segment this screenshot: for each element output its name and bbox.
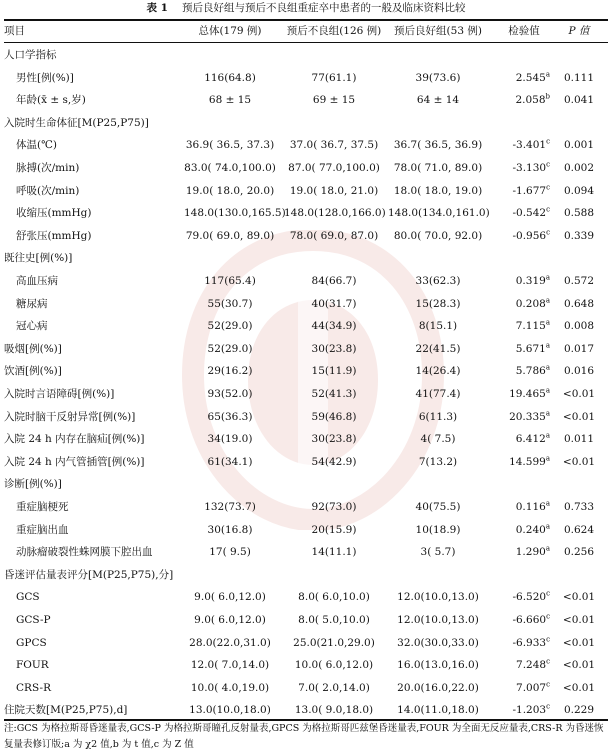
table-row <box>0 632 612 655</box>
stat-marker: c <box>546 228 550 237</box>
stat-value: 0.240 <box>515 523 546 536</box>
cell-good: 39(73.6) <box>415 71 461 84</box>
cell-poor: 44(34.9) <box>311 320 357 333</box>
cell-stat <box>498 315 550 338</box>
stat-value: -0.542 <box>512 207 547 220</box>
cell-stat <box>498 383 550 406</box>
cell-p: 0.339 <box>563 229 595 242</box>
row-label: 脉搏(次/min) <box>16 162 80 174</box>
stat-value: -6.520 <box>512 591 547 604</box>
stat-value: 6.412 <box>515 433 546 446</box>
table-row <box>0 609 612 632</box>
table-row <box>0 202 612 225</box>
cell-stat <box>498 654 550 677</box>
row-label: 重症脑梗死 <box>16 501 69 513</box>
row-label: GCS-P <box>16 614 51 626</box>
cell-good: 18.0( 18.0, 19.0) <box>393 184 483 197</box>
cell-poor: 30(23.8) <box>311 433 357 446</box>
stat-value: -3.130 <box>512 162 547 174</box>
cell-good: 16.0(13.0,16.0) <box>397 659 479 672</box>
cell-poor: 54(42.9) <box>311 455 357 468</box>
cell-stat <box>498 677 550 700</box>
row-label: 住院天数[M(P25,P75),d] <box>4 704 128 717</box>
table-row <box>0 112 612 135</box>
cell-total: 79.0( 69.0, 89.0) <box>185 229 275 242</box>
cell-total: 28.0(22.0,31.0) <box>189 636 271 649</box>
cell-p: 0.229 <box>563 704 595 717</box>
cell-total: 19.0( 18.0, 20.0) <box>185 184 275 197</box>
cell-total: 148.0(130.0,165.5) <box>184 207 286 220</box>
stat-value: 7.115 <box>515 320 546 333</box>
cell-total: 10.0( 4.0,19.0) <box>190 681 270 694</box>
cell-good: 10(18.9) <box>415 523 461 536</box>
cell-total: 83.0( 74.0,100.0) <box>184 162 276 174</box>
row-label: 舒张压(mmHg) <box>16 229 92 242</box>
cell-good: 7(13.2) <box>418 455 458 468</box>
cell-stat <box>498 586 550 609</box>
cell-stat <box>498 157 550 180</box>
table-title: 预后良好组与预后不良组重症卒中患者的一般及临床资料比较 <box>181 2 466 14</box>
table-row <box>0 383 612 406</box>
cell-good: 14(26.4) <box>415 365 461 378</box>
cell-good: 20.0(16.0,22.0) <box>397 681 479 694</box>
row-label: 呼吸(次/min) <box>16 184 80 197</box>
cell-poor: 37.0( 36.7, 37.5) <box>289 139 379 152</box>
header-total: 总体(179 例) <box>198 25 262 37</box>
cell-total: 117(65.4) <box>204 275 256 287</box>
cell-good: 8(15.1) <box>418 320 458 333</box>
cell-poor: 84(66.7) <box>311 275 357 287</box>
stat-value: 5.786 <box>515 365 546 378</box>
row-label: 体温(℃) <box>16 139 57 152</box>
cell-good: 41(77.4) <box>415 388 461 400</box>
row-label: 吸烟[例(%)] <box>4 342 62 355</box>
stat-marker: c <box>546 702 550 711</box>
stat-marker: c <box>546 657 550 666</box>
cell-p: 0.017 <box>563 342 595 355</box>
cell-p: 0.011 <box>563 433 595 446</box>
stat-marker: a <box>545 522 550 531</box>
table-row <box>0 519 612 542</box>
cell-stat <box>498 406 550 429</box>
cell-poor: 77(61.1) <box>311 71 357 84</box>
cell-stat <box>498 202 550 225</box>
cell-p: 0.256 <box>563 546 595 559</box>
stat-value: 7.248 <box>516 659 547 672</box>
row-label: 既往史[例(%)] <box>4 252 73 265</box>
cell-total: 93(52.0) <box>207 388 253 400</box>
table-row <box>0 677 612 700</box>
cell-good: 4( 7.5) <box>420 433 456 446</box>
table-row <box>0 44 612 67</box>
cell-total: 12.0( 7.0,14.0) <box>190 659 270 672</box>
table-row <box>0 406 612 429</box>
cell-total: 9.0( 6.0,12.0) <box>194 591 266 604</box>
cell-total: 68 ± 15 <box>208 94 252 107</box>
table-number: 表 1 <box>146 2 168 14</box>
stat-marker: a <box>545 386 550 395</box>
cell-p: 0.002 <box>563 162 595 174</box>
cell-stat <box>498 89 550 112</box>
cell-good: 14.0(11.0,18.0) <box>397 704 479 717</box>
stat-marker: a <box>545 363 550 372</box>
stat-marker: a <box>545 544 550 553</box>
stat-value: 0.319 <box>515 275 546 287</box>
row-label: 人口学指标 <box>4 49 57 61</box>
cell-stat <box>498 225 550 248</box>
row-label: 饮酒[例(%)] <box>4 365 62 378</box>
cell-poor: 148.0(128.0,166.0) <box>284 207 386 220</box>
cell-poor: 7.0( 2.0,14.0) <box>298 681 370 694</box>
stat-value: 2.545 <box>515 71 546 84</box>
stat-value: 0.208 <box>515 297 546 310</box>
stat-marker: c <box>546 635 550 644</box>
stat-value: 2.058 <box>515 94 546 107</box>
row-label: CRS-R <box>16 681 51 694</box>
table-row <box>0 473 612 496</box>
cell-poor: 10.0( 6.0,12.0) <box>294 659 374 672</box>
cell-total: 132(73.7) <box>204 501 256 513</box>
cell-poor: 52(41.3) <box>311 388 357 400</box>
table-caption <box>0 0 612 18</box>
table-row <box>0 451 612 474</box>
cell-total: 9.0( 6.0,12.0) <box>194 614 266 626</box>
cell-good: 32.0(30.0,33.0) <box>397 636 479 649</box>
cell-poor: 13.0( 9.0,18.0) <box>294 704 374 717</box>
table-row <box>0 89 612 112</box>
cell-p: <0.01 <box>562 614 596 626</box>
stat-value: -6.933 <box>512 636 547 649</box>
cell-p: 0.648 <box>563 297 595 310</box>
row-label: GCS <box>16 591 40 604</box>
table-row <box>0 496 612 519</box>
table-row <box>0 586 612 609</box>
cell-poor: 30(23.8) <box>311 342 357 355</box>
cell-good: 36.7( 36.5, 36.9) <box>393 139 483 152</box>
cell-total: 65(36.3) <box>207 410 253 423</box>
row-label: 入院时言语障碍[例(%)] <box>4 388 115 400</box>
stat-marker: a <box>545 499 550 508</box>
row-label: GPCS <box>16 636 47 649</box>
table-row <box>0 541 612 564</box>
cell-p: <0.01 <box>562 636 596 649</box>
cell-stat <box>498 496 550 519</box>
cell-poor: 59(46.8) <box>311 410 357 423</box>
cell-total: 17( 9.5) <box>209 546 251 559</box>
cell-good: 80.0( 70.0, 92.0) <box>393 229 483 242</box>
table-footnote: 注:GCS 为格拉斯哥昏迷量表,GCS-P 为格拉斯哥瞳孔反射量表,GPCS 为格拉斯哥匹兹堡昏迷量表,FOUR 为全面无反应量表,CRS-R 为昏迷恢复量表修订版;a 为 χ2 值,b 为 t 值,c 为 Z 值 <box>4 723 604 750</box>
cell-good: 12.0(10.0,13.0) <box>397 591 479 604</box>
cell-total: 55(30.7) <box>207 297 253 310</box>
cell-stat <box>498 609 550 632</box>
stat-value: -3.401 <box>512 139 547 152</box>
cell-good: 22(41.5) <box>415 342 461 355</box>
cell-stat <box>498 338 550 361</box>
stat-marker: a <box>545 341 550 350</box>
cell-p: 0.094 <box>563 184 595 197</box>
table-row <box>0 564 612 587</box>
stat-marker: a <box>545 70 550 79</box>
cell-total: 116(64.8) <box>204 71 256 84</box>
header-stat: 检验值 <box>508 25 540 37</box>
stat-marker: a <box>545 273 550 282</box>
cell-poor: 40(31.7) <box>311 297 357 310</box>
stat-value: 20.335 <box>509 410 546 423</box>
cell-stat <box>498 180 550 203</box>
cell-p: 0.588 <box>563 207 595 220</box>
cell-p: 0.001 <box>563 139 595 152</box>
header-rule <box>4 42 608 43</box>
row-label: 入院 24 h 内气管插管[例(%)] <box>4 455 145 468</box>
cell-p: 0.016 <box>563 365 595 378</box>
cell-good: 6(11.3) <box>418 410 458 423</box>
stat-value: 0.116 <box>515 501 546 513</box>
cell-poor: 8.0( 5.0,10.0) <box>298 614 370 626</box>
cell-total: 29(16.2) <box>207 365 253 378</box>
stat-marker: a <box>545 454 550 463</box>
cell-poor: 87.0( 77.0,100.0) <box>288 162 380 174</box>
row-label: FOUR <box>16 659 49 672</box>
row-label: 年龄(x̄ ± s,岁) <box>16 94 86 107</box>
cell-p: 0.111 <box>563 71 595 84</box>
stat-marker: c <box>546 680 550 689</box>
cell-poor: 78.0( 69.0, 87.0) <box>289 229 379 242</box>
stat-marker: a <box>545 409 550 418</box>
stat-marker: b <box>545 92 550 101</box>
cell-p: 0.041 <box>563 94 595 107</box>
cell-p: <0.01 <box>562 410 596 423</box>
table-row <box>0 428 612 451</box>
table-row <box>0 654 612 677</box>
cell-good: 12.0(10.0,13.0) <box>397 614 479 626</box>
cell-poor: 14(11.1) <box>311 546 357 559</box>
row-label: 入院时生命体征[M(P25,P75)] <box>4 116 149 129</box>
cell-poor: 8.0( 6.0,10.0) <box>298 591 370 604</box>
cell-poor: 20(15.9) <box>311 523 357 536</box>
cell-poor: 92(73.0) <box>311 501 357 513</box>
cell-good: 64 ± 14 <box>416 94 460 107</box>
cell-p: 0.008 <box>563 320 595 333</box>
stat-marker: a <box>545 296 550 305</box>
cell-p: <0.01 <box>562 388 596 400</box>
table-row <box>0 360 612 383</box>
stat-value: -6.660 <box>512 614 547 626</box>
row-label: 昏迷评估量表评分[M(P25,P75),分] <box>4 568 174 581</box>
header-poor: 预后不良组(126 例) <box>286 25 382 37</box>
stat-value: 14.599 <box>509 455 546 468</box>
header-good: 预后良好组(53 例) <box>394 25 482 37</box>
header-item: 项目 <box>4 25 25 37</box>
stat-marker: c <box>546 612 550 621</box>
cell-stat <box>498 67 550 90</box>
cell-p: <0.01 <box>562 659 596 672</box>
row-label: 重症脑出血 <box>16 523 69 536</box>
cell-poor: 25.0(21.0,29.0) <box>293 636 375 649</box>
cell-p: 0.733 <box>563 501 595 513</box>
cell-stat <box>498 270 550 293</box>
cell-p: 0.572 <box>563 275 595 287</box>
header-p: P 值 <box>568 25 590 37</box>
row-label: 冠心病 <box>16 320 48 333</box>
table-row <box>0 134 612 157</box>
table-row <box>0 157 612 180</box>
row-label: 入院时脑干反射异常[例(%)] <box>4 410 136 423</box>
cell-poor: 19.0( 18.0, 21.0) <box>289 184 379 197</box>
cell-p: <0.01 <box>562 455 596 468</box>
cell-stat <box>498 428 550 451</box>
table-row <box>0 338 612 361</box>
stat-marker: c <box>546 160 550 169</box>
table-row <box>0 293 612 316</box>
cell-stat <box>498 451 550 474</box>
row-label: 入院 24 h 内存在脑疝[例(%)] <box>4 433 145 446</box>
cell-poor: 69 ± 15 <box>312 94 356 107</box>
row-label: 高血压病 <box>16 275 58 287</box>
cell-good: 3( 5.7) <box>420 546 456 559</box>
cell-good: 15(28.3) <box>415 297 461 310</box>
table-row <box>0 315 612 338</box>
table-row <box>0 270 612 293</box>
row-label: 男性[例(%)] <box>16 71 74 84</box>
stat-value: -1.203 <box>512 704 547 717</box>
stat-marker: c <box>546 589 550 598</box>
stat-value: 1.290 <box>515 546 546 559</box>
cell-stat <box>498 519 550 542</box>
table-row <box>0 247 612 270</box>
table-row <box>0 67 612 90</box>
cell-poor: 15(11.9) <box>311 365 357 378</box>
cell-p: 0.624 <box>563 523 595 536</box>
row-label: 诊断[例(%)] <box>4 478 62 491</box>
cell-stat <box>498 541 550 564</box>
stat-marker: c <box>546 137 550 146</box>
cell-total: 52(29.0) <box>207 320 253 333</box>
cell-total: 61(34.1) <box>207 455 253 468</box>
cell-good: 40(75.5) <box>415 501 461 513</box>
cell-stat <box>498 134 550 157</box>
row-label: 糖尿病 <box>16 297 48 310</box>
stat-marker: a <box>545 431 550 440</box>
cell-p: <0.01 <box>562 591 596 604</box>
cell-total: 30(16.8) <box>207 523 253 536</box>
cell-total: 52(29.0) <box>207 342 253 355</box>
cell-good: 148.0(134.0,161.0) <box>388 207 490 220</box>
stat-marker: a <box>545 318 550 327</box>
stat-marker: c <box>546 205 550 214</box>
cell-good: 33(62.3) <box>415 275 461 287</box>
cell-total: 13.0(10.0,18.0) <box>189 704 271 717</box>
table-row <box>0 225 612 248</box>
cell-stat <box>498 293 550 316</box>
cell-good: 78.0( 71.0, 89.0) <box>393 162 483 174</box>
stat-value: 7.007 <box>516 681 547 694</box>
stat-value: -0.956 <box>512 229 547 242</box>
row-label: 收缩压(mmHg) <box>16 207 92 220</box>
cell-stat <box>498 360 550 383</box>
cell-stat <box>498 632 550 655</box>
cell-total: 36.9( 36.5, 37.3) <box>185 139 275 152</box>
table-row <box>0 180 612 203</box>
stat-value: -1.677 <box>512 184 547 197</box>
row-label: 动脉瘤破裂性蛛网膜下腔出血 <box>16 546 153 559</box>
cell-total: 34(19.0) <box>207 433 253 446</box>
stat-marker: c <box>546 183 550 192</box>
stat-value: 5.671 <box>515 342 546 355</box>
cell-p: <0.01 <box>562 681 596 694</box>
stat-value: 19.465 <box>509 388 546 400</box>
